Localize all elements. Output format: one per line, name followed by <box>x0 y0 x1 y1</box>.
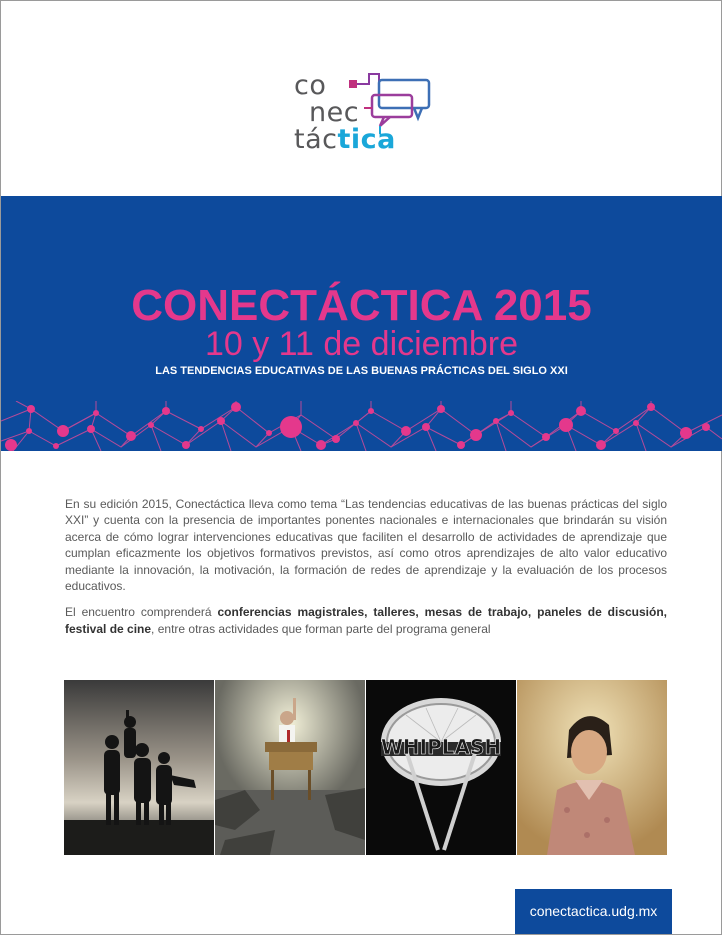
photo-girl-portrait <box>517 680 667 855</box>
event-title: CONECTÁCTICA 2015 <box>131 281 592 330</box>
description-paragraph-1: En su edición 2015, Conectáctica lleva como tema “Las tendencias educativas de las buenas prácticas del siglo XXI” y cuenta con la presencia de importantes ponentes nacionales e internacionales que brindarán su visión acerca de cómo lograr intervenciones educativas que faciliten el desarrollo de actividades de aprendizaje que cumplan eficazmente los objetivos formativos previstos, así como otros aprendizajes de alto valor educativo mediante la innovación, la motivación, la formación de redes de aprendizaje y la evaluación de los procesos educativos. <box>65 497 667 594</box>
logo-line-1: co <box>294 70 327 101</box>
event-banner <box>1 196 722 451</box>
activities-list: conferencias magistrales, talleres, mesas de trabajo, paneles de discusión, festival de cine <box>65 605 668 636</box>
whiplash-title: WHIPLASH <box>380 735 502 759</box>
logo-line-3-accent: tica <box>337 124 396 155</box>
conectactica-logo <box>294 60 444 160</box>
logo-wordmark <box>294 72 396 153</box>
paragraph-2-end: , entre otras actividades que forman parte del programa general <box>151 621 491 636</box>
photo-girl-desk <box>215 680 365 855</box>
photo-strip <box>64 680 667 855</box>
photo-group-silhouettes <box>64 680 214 855</box>
event-date: 10 y 11 de diciembre <box>204 325 519 363</box>
photo-whiplash-drum <box>366 680 516 855</box>
paragraph-2-intro: El encuentro comprenderá <box>65 605 218 620</box>
logo-line-3 <box>294 126 396 153</box>
event-description <box>65 496 667 647</box>
description-paragraph-2 <box>65 604 667 637</box>
event-subtitle: LAS TENDENCIAS EDUCATIVAS DE LAS BUENAS PRÁCTICAS DEL SIGLO XXI <box>155 365 568 377</box>
logo-line-2: nec <box>309 97 360 128</box>
website-link[interactable]: conectactica.udg.mx <box>515 889 672 934</box>
network-pattern <box>1 401 722 451</box>
logo-line-3-plain: tác <box>294 124 338 155</box>
